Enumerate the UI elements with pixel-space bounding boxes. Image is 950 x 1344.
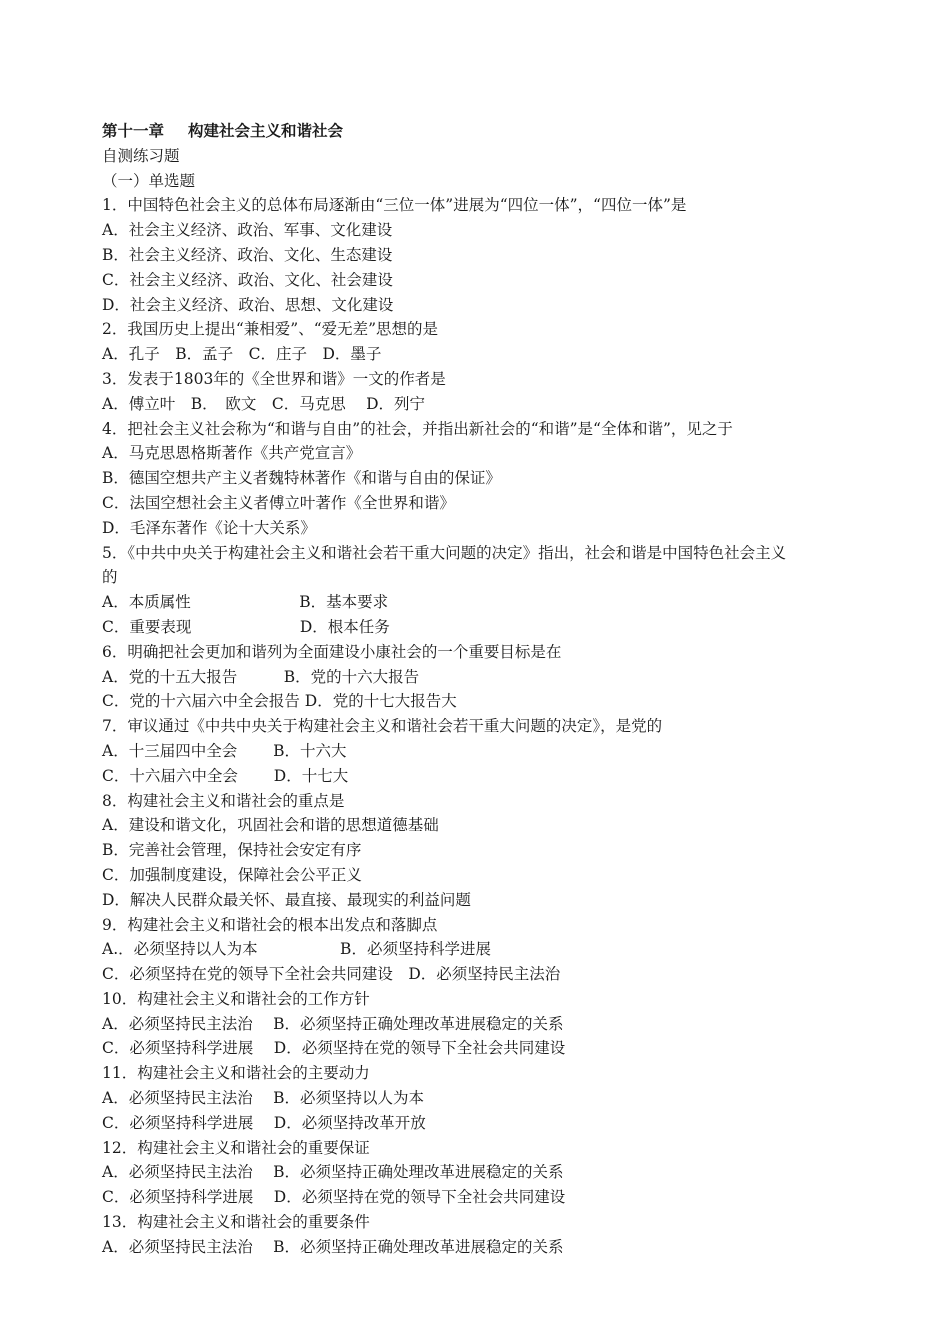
text-line: A．必须坚持民主法治 B．必须坚持正确处理改革进展稳定的关系 [102,1163,564,1182]
chapter-heading [102,119,872,144]
text-line: 5．《中共中央关于构建社会主义和谐社会若干重大问题的决定》指出，社会和谐是中国特色社会主义 [102,543,787,562]
text-line: A．必须坚持民主法治 B．必须坚持正确处理改革进展稳定的关系 [102,1237,564,1256]
text-line: 的 [102,568,118,587]
text-line: C．党的十六届六中全会报告 D．党的十七大报告大 [102,692,457,711]
text-line: 2．我国历史上提出“兼相爱”、“爱无差”思想的是 [102,320,439,339]
text-line: 3．发表于1803年的《全世界和谐》一文的作者是 [102,369,446,388]
text-line: D．解决人民群众最关怀、最直接、最现实的利益问题 [102,890,471,909]
chapter-number: 第十一章 [102,121,165,140]
text-line: 12．构建社会主义和谐社会的重要保证 [102,1138,370,1157]
text-line: A．本质属性 B．基本要求 [102,593,389,612]
text-line: D．社会主义经济、政治、思想、文化建设 [102,295,394,314]
section-heading: （一）单选题 [102,171,196,190]
text-line: A．傅立叶 B． 欧文 C．马克思 D．列宁 [102,394,426,413]
text-line: C．社会主义经济、政治、文化、社会建设 [102,270,393,289]
text-line: C．必须坚持科学进展 D．必须坚持在党的领导下全社会共同建设 [102,1188,566,1207]
text-line: 13．构建社会主义和谐社会的重要条件 [102,1213,370,1232]
text-line: 8．构建社会主义和谐社会的重点是 [102,791,345,810]
text-line: A.．必须坚持以人为本 B．必须坚持科学进展 [102,940,491,959]
text-line: C．法国空想社会主义者傅立叶著作《全世界和谐》 [102,493,455,512]
text-line: C．十六届六中全会 D．十七大 [102,766,349,785]
text-line: 10．构建社会主义和谐社会的工作方针 [102,989,370,1008]
text-line: A．孔子 B．孟子 C．庄子 D．墨子 [102,345,382,364]
text-line: A．党的十五大报告 B．党的十六大报告 [102,667,420,686]
chapter-title: 构建社会主义和谐社会 [188,121,344,140]
text-line: B．德国空想共产主义者魏特林著作《和谐与自由的保证》 [102,469,501,488]
text-line: C．重要表现 D．根本任务 [102,617,390,636]
text-line: 9．构建社会主义和谐社会的根本出发点和落脚点 [102,915,438,934]
text-line: A．十三届四中全会 B．十六大 [102,741,347,760]
text-line: A．必须坚持民主法治 B．必须坚持正确处理改革进展稳定的关系 [102,1014,564,1033]
text-line: B．社会主义经济、政治、文化、生态建设 [102,245,393,264]
text-line: C．必须坚持科学进展 D．必须坚持改革开放 [102,1113,426,1132]
text-line: C．加强制度建设，保障社会公平正义 [102,865,362,884]
question-list [102,193,872,1259]
text-line: C．必须坚持在党的领导下全社会共同建设 D．必须坚持民主法治 [102,965,561,984]
text-line: 7．审议通过《中共中央关于构建社会主义和谐社会若干重大问题的决定》，是党的 [102,717,663,736]
text-line: A．建设和谐文化，巩固社会和谐的思想道德基础 [102,816,439,835]
text-line: D．毛泽东著作《论十大关系》 [102,518,316,537]
text-line: 11．构建社会主义和谐社会的主要动力 [102,1064,370,1083]
text-line: 6．明确把社会更加和谐列为全面建设小康社会的一个重要目标是在 [102,642,562,661]
text-line: A．必须坚持民主法治 B．必须坚持以人为本 [102,1089,425,1108]
text-line: A．社会主义经济、政治、军事、文化建设 [102,221,393,240]
document-page [102,119,872,1260]
text-line: B．完善社会管理，保持社会安定有序 [102,841,362,860]
text-line: A．马克思恩格斯著作《共产党宣言》 [102,444,362,463]
text-line: C．必须坚持科学进展 D．必须坚持在党的领导下全社会共同建设 [102,1039,566,1058]
text-line: 4．把社会主义社会称为“和谐与自由”的社会，并指出新社会的“和谐”是“全体和谐”，见之于 [102,419,733,438]
text-line: 1．中国特色社会主义的总体布局逐渐由“三位一体”进展为“四位一体”，“四位一体”是 [102,196,687,215]
subtitle: 自测练习题 [102,146,180,165]
